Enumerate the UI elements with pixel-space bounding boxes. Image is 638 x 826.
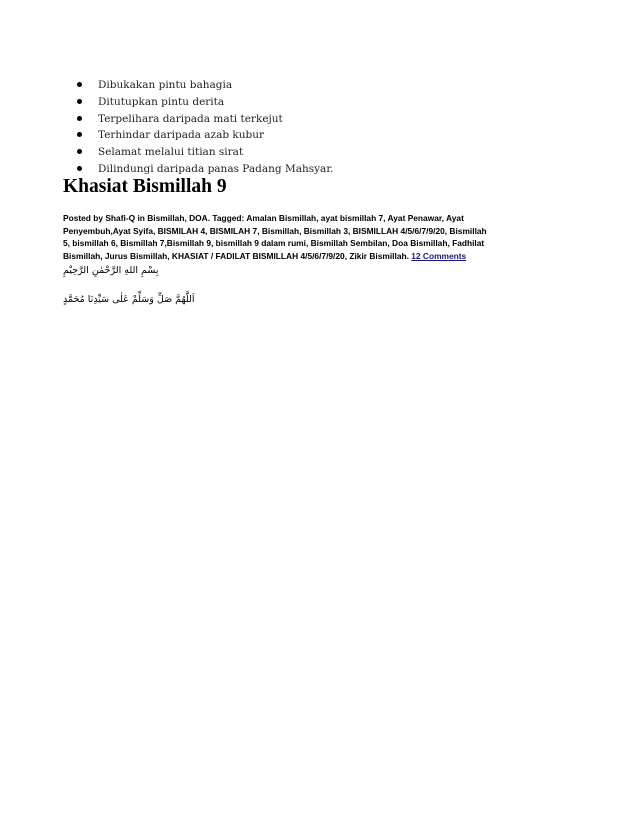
- list-item: [76, 144, 334, 161]
- post-meta: [63, 212, 543, 262]
- list-item: [76, 111, 334, 128]
- bullet-icon: [77, 82, 82, 87]
- benefits-list: [76, 77, 334, 178]
- arabic-bismillah: بِسْمِ اللهِ الرَّحْمٰنِ الرَّحِيْمِ: [63, 265, 159, 276]
- list-item: [76, 77, 334, 94]
- post-meta-line: Penyembuh,Ayat Syifa, BISMILAH 4, BISMILAH 7, Bismillah, Bismillah 3, BISMILLAH 4/5/6/7/9/20, Bismillah: [63, 225, 487, 236]
- post-meta-text: Bismillah, Jurus Bismillah, KHASIAT / FADILAT BISMILLAH 4/5/6/7/9/20, Zikir Bismillah.: [63, 250, 409, 261]
- list-item-text: Dilindungi daripada panas Padang Mahsyar.: [98, 162, 334, 175]
- list-item-text: Ditutupkan pintu derita: [98, 95, 225, 108]
- list-item-text: Selamat melalui titian sirat: [98, 146, 244, 159]
- comments-link[interactable]: 12 Comments: [411, 250, 467, 261]
- post-meta-line: Posted by Shafi-Q in Bismillah, DOA. Tagged: Amalan Bismillah, ayat bismillah 7, Ayat Penawar, Ayat: [63, 213, 464, 223]
- list-item-text: Dibukakan pintu bahagia: [98, 79, 233, 91]
- post-title: Khasiat Bismillah 9: [63, 176, 227, 197]
- bullet-icon: [77, 166, 82, 171]
- arabic-salawat: اَللَّهُمَّ صَلِّ وَسَلِّمْ عَلٰى سَيِّدِنَا مُحَمَّدٍ: [63, 294, 195, 305]
- list-item: [76, 94, 334, 111]
- bullet-icon: [77, 99, 82, 104]
- bullet-icon: [77, 132, 82, 137]
- list-item-text: Terpelihara daripada mati terkejut: [98, 112, 283, 125]
- bullet-icon: [77, 149, 82, 154]
- post-meta-line: 5, bismillah 6, Bismillah 7,Bismillah 9, bismillah 9 dalam rumi, Bismillah Sembilan, Doa Bismillah, Fadhilat: [63, 238, 485, 248]
- list-item-text: Terhindar daripada azab kubur: [98, 129, 265, 142]
- bullet-icon: [77, 116, 82, 121]
- list-item: [76, 127, 334, 144]
- post-meta-line-last: [63, 250, 543, 263]
